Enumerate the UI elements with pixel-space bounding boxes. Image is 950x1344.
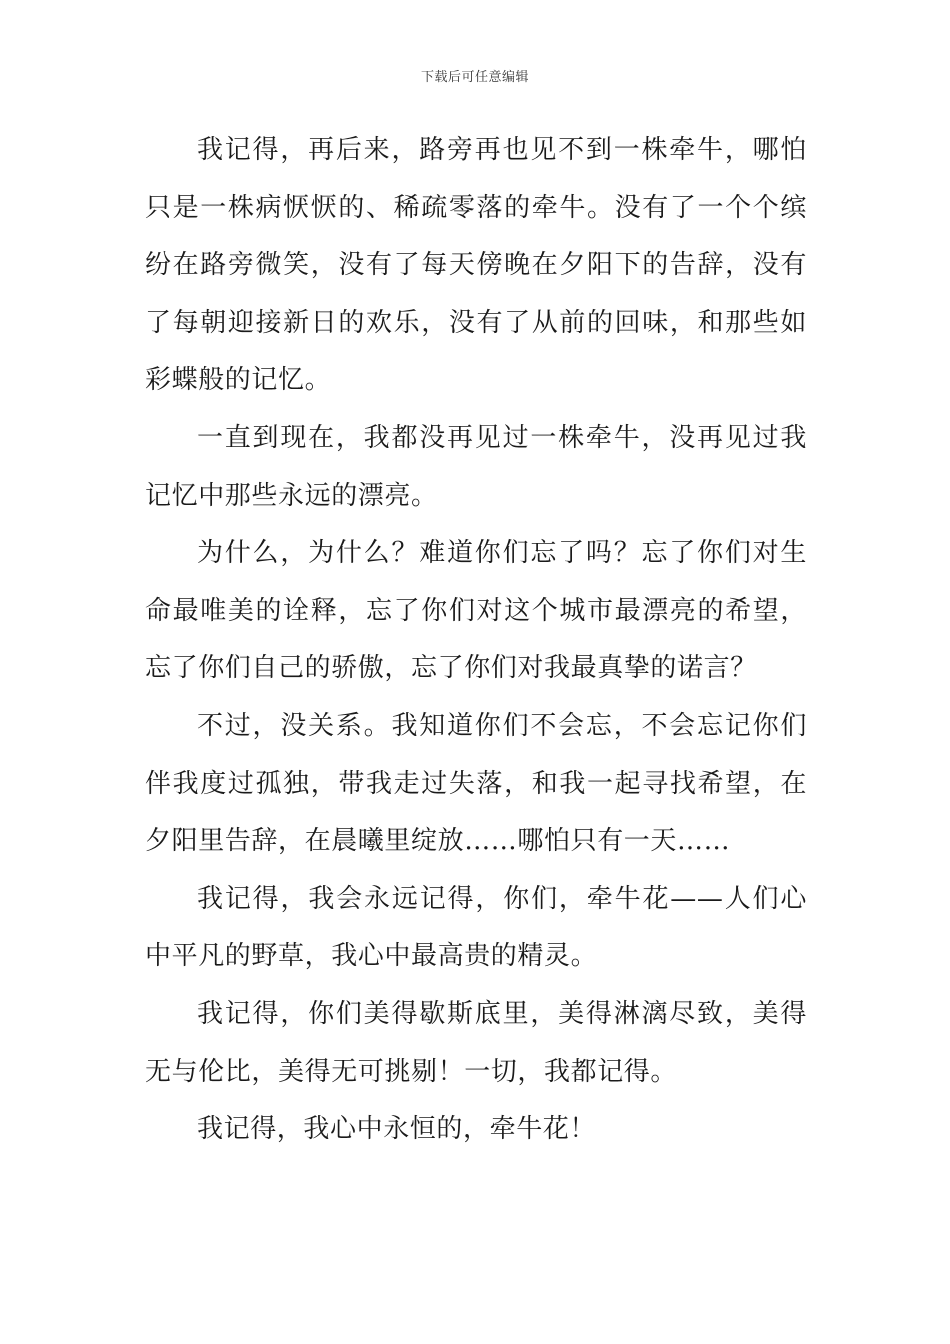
document-body xyxy=(145,122,807,1159)
paragraph-2: 一直到现在，我都没再见过一株牵牛，没再见过我记忆中那些永远的漂亮。 xyxy=(145,422,807,511)
paragraph-3: 为什么，为什么？难道你们忘了吗？忘了你们对生命最唯美的诠释，忘了你们对这个城市最漂亮的希望，忘了你们自己的骄傲，忘了你们对我最真挚的诺言？ xyxy=(145,538,807,684)
page-header: 下载后可任意编辑 xyxy=(420,70,529,85)
paragraph-7: 我记得，我心中永恒的，牵牛花！ xyxy=(197,1114,597,1145)
paragraph-5: 我记得，我会永远记得，你们，牵牛花——人们心中平凡的野草，我心中最高贵的精灵。 xyxy=(145,883,807,972)
paragraph-6: 我记得，你们美得歇斯底里，美得淋漓尽致，美得无与伦比，美得无可挑剔！一切，我都记得。 xyxy=(145,998,807,1087)
paragraph-1: 我记得，再后来，路旁再也见不到一株牵牛，哪怕只是一株病恹恹的、稀疏零落的牵牛。没有了一个个缤纷在路旁微笑，没有了每天傍晚在夕阳下的告辞，没有了每朝迎接新日的欢乐，没有了从前的回味，和那些如彩蝶般的记忆。 xyxy=(145,135,807,396)
paragraph-4: 不过，没关系。我知道你们不会忘，不会忘记你们伴我度过孤独，带我走过失落，和我一起寻找希望，在夕阳里告辞，在晨曦里绽放……哪怕只有一天…… xyxy=(145,710,807,857)
